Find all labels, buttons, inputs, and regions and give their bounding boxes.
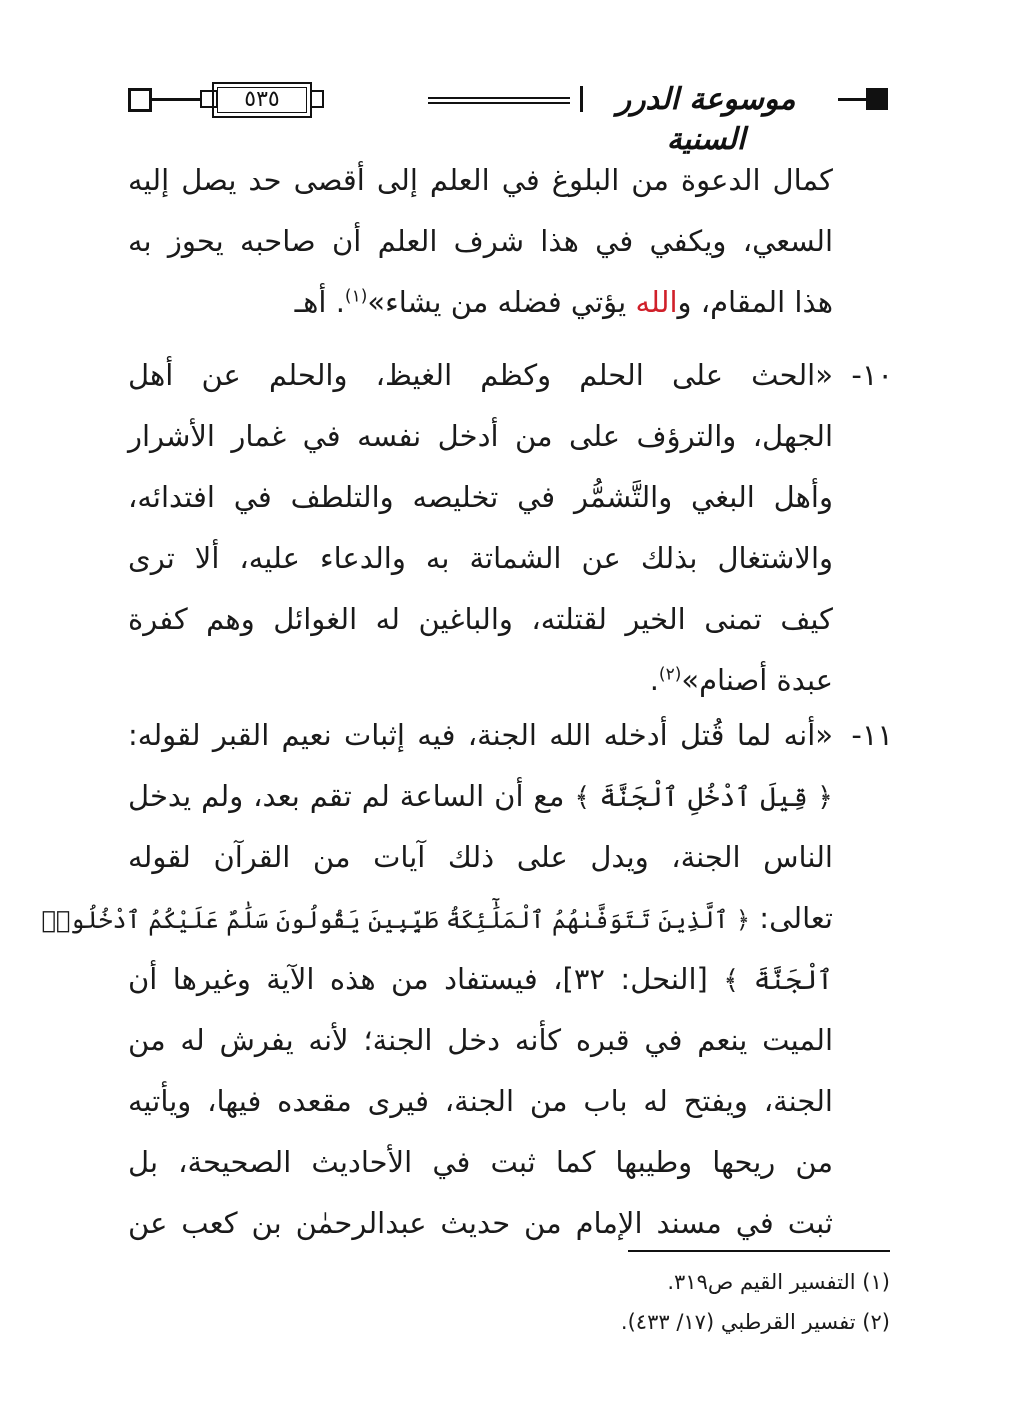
text-segment: يؤتي فضله من يشاء»: [367, 285, 636, 319]
text-line: [128, 949, 833, 1010]
page-number: ٥٣٥: [244, 87, 280, 112]
footnote-1: (١) التفسير القيم ص٣١٩.: [667, 1270, 890, 1294]
text-line: الجنة، ويفتح له باب من الجنة، فيرى مقعده فيها، ويأتيه: [128, 1084, 833, 1118]
header-ornament-left: [200, 90, 218, 108]
text-line: [128, 650, 833, 711]
paragraph-continuation: [128, 150, 833, 333]
text-line: [128, 272, 833, 333]
text-line: كمال الدعوة من البلوغ في العلم إلى أقصى حد يصل إليه: [128, 163, 833, 197]
text-line: كيف تمنى الخير لقتلته، والباغين له الغوائل وهم كفرة: [128, 602, 833, 636]
text-line: والاشتغال بذلك عن الشماتة به والدعاء عليه، ألا ترى: [128, 541, 833, 575]
text-segment: هذا المقام، و: [677, 285, 833, 319]
text-segment: .: [649, 663, 659, 697]
text-segment: مع أن الساعة لم تقم بعد، ولم يدخل: [128, 779, 575, 813]
footnote-ref-2[interactable]: (٢): [658, 664, 682, 685]
header-rule-right: [838, 98, 866, 101]
text-line: وأهل البغي والتَّشمُّر في تخليصه والتلطف في افتدائه،: [128, 480, 833, 514]
list-item-11: [41, 705, 833, 1254]
quran-verse: ﴿ قِيلَ ٱدْخُلِ ٱلْجَنَّةَ ﴾: [574, 782, 833, 813]
header-rule-left: [152, 98, 200, 101]
header-ornament-square-filled: [866, 88, 888, 110]
book-title: موسوعة الدرر السنية: [616, 82, 796, 157]
quran-verse: ﴿ ٱلَّذِينَ تَتَوَفَّىٰهُمُ ٱلْمَلَٰٓئِكَةُ طَيِّبِينَ يَقُولُونَ سَلَٰمٌ عَلَيْكُمُ ٱدْخُلُوا۟: [41, 906, 751, 934]
item-number-10: ١٠-: [851, 358, 893, 392]
text-line: ثبت في مسند الإمام من حديث عبدالرحمٰن بن كعب عن: [128, 1206, 833, 1240]
footnote-2: (٢) تفسير القرطبي (١٧/ ٤٣٣).: [620, 1310, 890, 1334]
text-line: [128, 766, 833, 827]
page-header: [128, 80, 888, 157]
text-segment: تعالى:: [750, 901, 833, 935]
header-double-rule-bottom: [428, 102, 570, 104]
page-number-frame: [212, 82, 312, 118]
text-line: من ريحها وطيبها كما ثبت في الأحاديث الصحيحة، بل: [128, 1145, 833, 1179]
header-double-rule-top: [428, 97, 570, 99]
text-line: الميت ينعم في قبره كأنه دخل الجنة؛ لأنه يفرش له من: [128, 1023, 833, 1057]
divine-name: الله: [635, 285, 678, 319]
footnote-separator: [628, 1250, 890, 1252]
quran-verse: ٱلْجَنَّةَ ﴾: [723, 965, 833, 996]
text-line: الناس الجنة، ويدل على ذلك آيات من القرآن لقوله: [128, 840, 833, 874]
footnote-ref-1[interactable]: (١): [344, 286, 368, 307]
text-line: «أنه لما قُتل أدخله الله الجنة، فيه إثبات نعيم القبر لقوله:: [128, 718, 833, 752]
text-line: الجهل، والترؤف على من أدخل نفسه في غمار الأشرار: [128, 419, 833, 453]
header-ornament-square-outline: [128, 88, 152, 112]
text-line: السعي، ويكفي في هذا شرف العلم أن صاحبه يحوز به: [128, 224, 833, 258]
text-segment: . أهـ: [294, 285, 345, 319]
list-item-10: [128, 345, 833, 711]
header-tick: [580, 86, 583, 112]
text-line: «الحث على الحلم وكظم الغيظ، والحلم عن أهل: [128, 358, 833, 392]
text-segment: [النحل: ٣٢]، فيستفاد من هذه الآية وغيرها أن: [128, 962, 724, 996]
text-segment: عبدة أصنام»: [681, 663, 833, 697]
item-number-11: ١١-: [851, 718, 893, 752]
text-line: [41, 888, 833, 949]
